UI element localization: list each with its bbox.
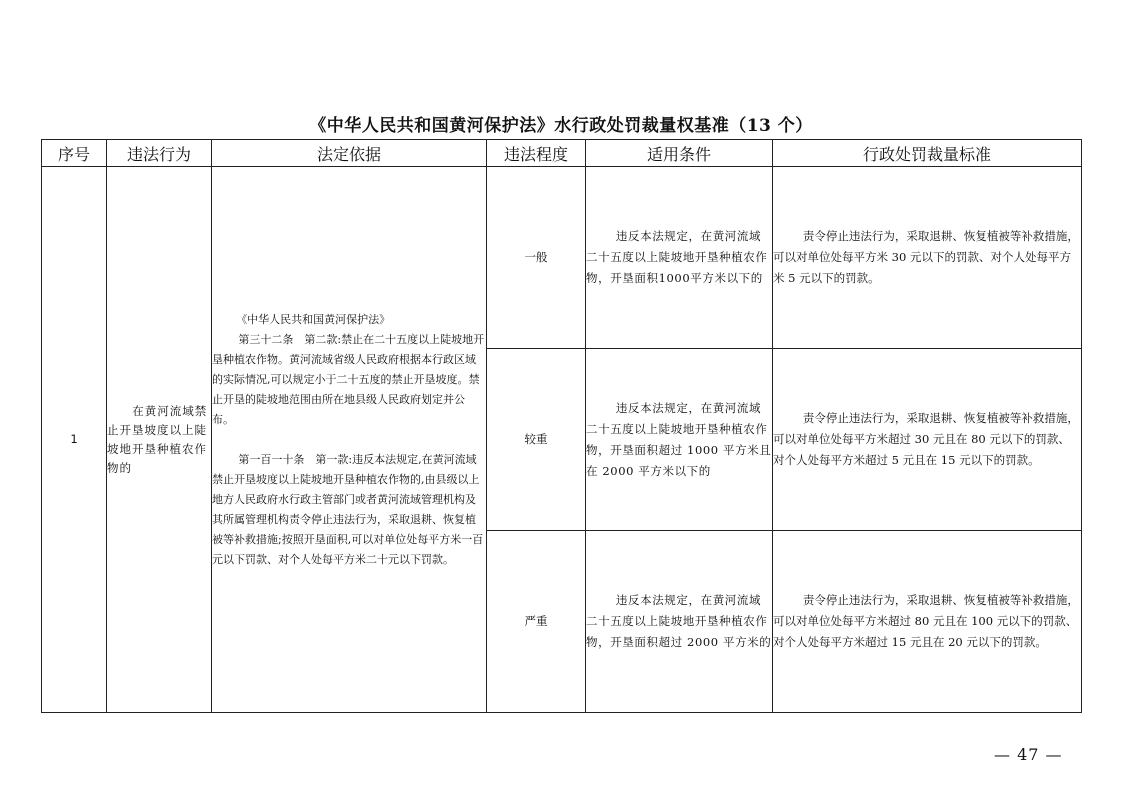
cell-seq: 1 [42, 167, 107, 713]
act-text: 在黄河流域禁止开垦坡度以上陡坡地开垦种植农作物的 [107, 403, 208, 475]
cell-degree-severe: 严重 [487, 531, 586, 713]
header-degree: 违法程度 [487, 140, 586, 167]
cell-degree-serious: 较重 [487, 349, 586, 531]
header-standard: 行政处罚裁量标准 [773, 140, 1082, 167]
cell-standard-severe [773, 531, 1082, 713]
condition-text: 违反本法规定，在黄河流域二十五度以上陡坡地开垦种植农作物，开垦面积超过 1000 平方米且在 2000 平方米以下的 [586, 400, 772, 478]
condition-text: 违反本法规定，在黄河流域二十五度以上陡坡地开垦种植农作物，开垦面积1000平方米以下的 [586, 229, 768, 285]
table-header-row [42, 140, 1082, 167]
standard-text: 责令停止违法行为，采取退耕、恢复植被等补救措施，可以对单位处每平方米 30 元以下的罚款、对个人处每平方米 5 元以下的罚款。 [773, 229, 1079, 285]
cell-degree-general: 一般 [487, 167, 586, 349]
cell-standard-serious [773, 349, 1082, 531]
header-basis: 法定依据 [212, 140, 487, 167]
header-act: 违法行为 [107, 140, 212, 167]
standard-text: 责令停止违法行为，采取退耕、恢复植被等补救措施，可以对单位处每平方米超过 80 元且在 100 元以下的罚款、对个人处每平方米超过 15 元且在 20 元以下的罚款。 [773, 593, 1079, 649]
condition-text: 违反本法规定，在黄河流域二十五度以上陡坡地开垦种植农作物，开垦面积超过 2000 平方米的 [586, 593, 772, 649]
header-seq: 序号 [42, 140, 107, 167]
cell-basis [212, 167, 487, 713]
page-number: — 47 — [994, 745, 1063, 764]
page-title: 《中华人民共和国黄河保护法》水行政处罚裁量权基准（13 个） [309, 116, 813, 136]
basis-article-32: 第三十二条 第二款:禁止在二十五度以上陡坡地开垦种植农作物。黄河流域省级人民政府根据本行政区域的实际情况,可以规定小于二十五度的禁止开垦坡度。禁止开垦的陡坡地范围由所在地县级人民政府划定并公布。 [212, 332, 485, 426]
cell-act [107, 167, 212, 713]
cell-condition-serious [586, 349, 773, 531]
cell-condition-general [586, 167, 773, 349]
table-row [42, 167, 1082, 349]
standard-text: 责令停止违法行为，采取退耕、恢复植被等补救措施，可以对单位处每平方米超过 30 元且在 80 元以下的罚款、对个人处每平方米超过 5 元且在 15 元以下的罚款。 [773, 411, 1079, 467]
basis-article-110: 第一百一十条 第一款:违反本法规定,在黄河流域禁止开垦坡度以上陡坡地开垦种植农作物的,由县级以上地方人民政府水行政主管部门或者黄河流域管理机构及其所属管理机构责令停止违法行为，采取退耕、恢复植被等补救措施;按照开垦面积,可以对单位处每平方米一百元以下罚款、对个人处每平方米二十元以下罚款。 [212, 452, 484, 566]
penalty-standard-table [41, 139, 1082, 713]
basis-law-name: 《中华人民共和国黄河保护法》 [236, 312, 391, 326]
header-condition: 适用条件 [586, 140, 773, 167]
cell-standard-general [773, 167, 1082, 349]
cell-condition-severe [586, 531, 773, 713]
